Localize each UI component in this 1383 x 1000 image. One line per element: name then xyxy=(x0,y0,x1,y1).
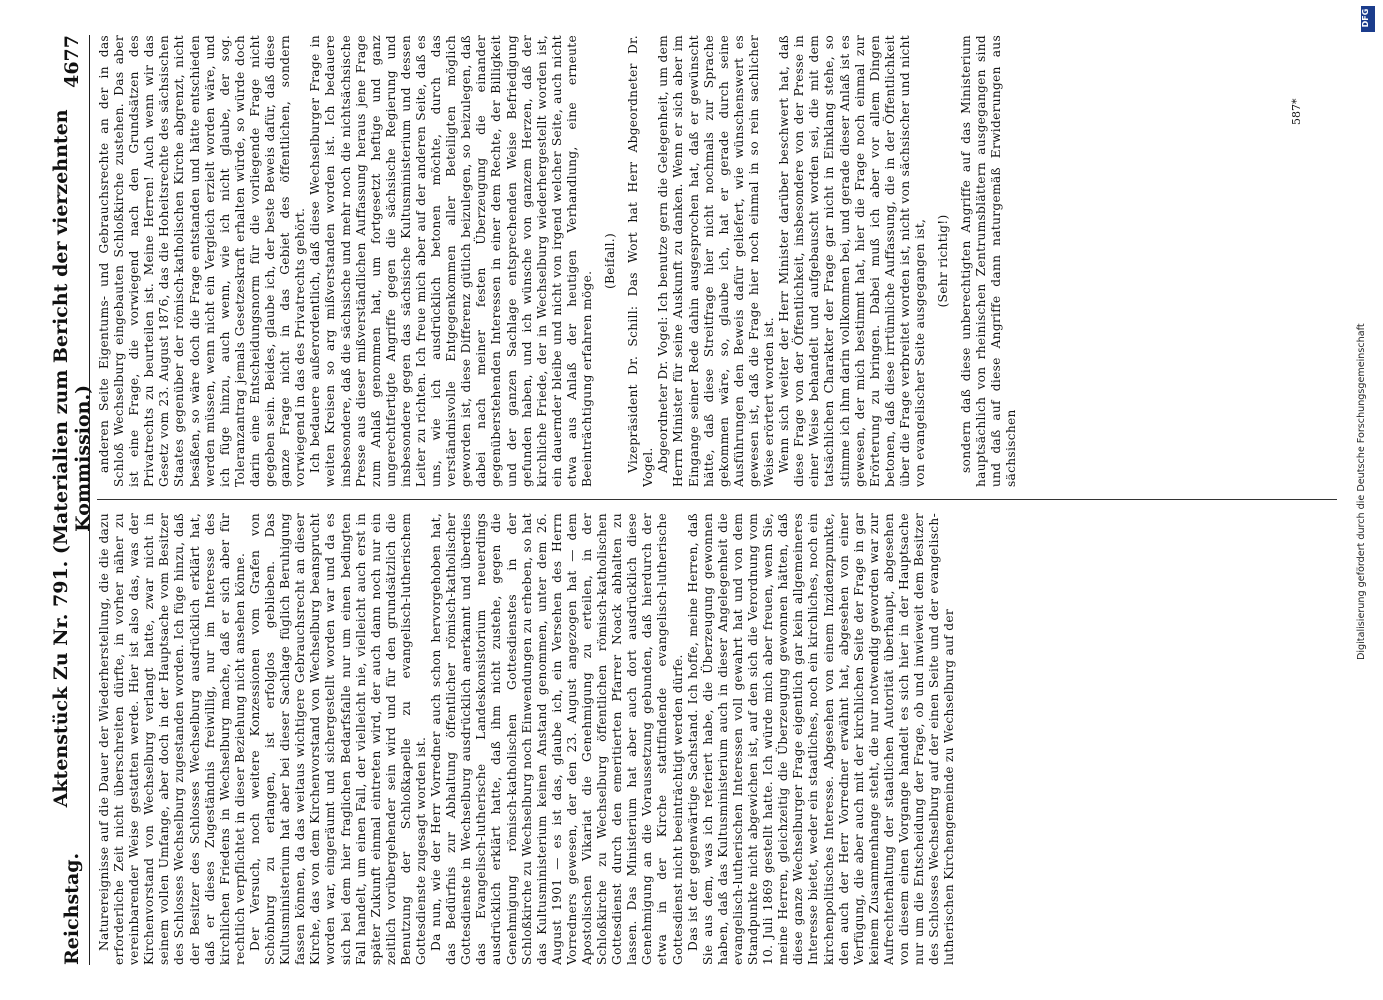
digitization-note xyxy=(1356,20,1374,660)
interjection: (Beifall.) xyxy=(603,232,618,290)
paragraph: sondern daß diese unberechtigten Angriffe auf das Ministerium hauptsächlich von rheinischen Zentrumsblättern ausgegangen sind und daß auf diese Angriffe dann naturgemäß Erwiderungen aus sächsischen xyxy=(959,35,1019,487)
paragraph: Da nun, wie der Herr Vorredner auch schon hervorgehoben hat, das Bedürfnis zur Abhaltung öffentlicher römisch-katholischer Gottesdienste in Wechselburg ausdrücklich anerkannt und überdies das Evangelisch-lutherische Landeskonsistorium neuerdings ausdrücklich erklärt hatte, daß ihm nicht zustehe, gegen die Genehmigung römisch-katholischen Gottesdienstes in der Schloßkirche zu Wechselburg noch Einwendungen zu erheben, so hat das Kultusministerium keinen Anstand genommen, unter dem 26. August 1901 — es ist das, glaube ich, ein Versehen des Herrn Vorredners gewesen, der den 23. August angezogen hat — dem Apostolischen Vikariat die Genehmigung zu erteilen, in der Schloßkirche zu Wechselburg öffentlichen römisch-katholischen Gottesdienst durch den emeritierten Pfarrer Noack abhalten zu lassen. Das Ministerium hat aber auch dort ausdrücklich diese Genehmigung an die Voraussetzung gebunden, daß hierdurch der etwa in der Kirche stattfindende evangelisch-lutherische Gottesdienst nicht beeinträchtigt werden dürfe. xyxy=(429,513,685,965)
running-header xyxy=(50,35,94,965)
paragraph: Das ist der gegenwärtige Sachstand. Ich hoffe, meine Herren, daß Sie aus dem, was ich referiert habe, die Überzeugung gewonnen haben, daß das Kultusministerium auch in dieser Angelegenheit die evangelisch-lutherischen Interessen voll gewahrt hat und von dem Standpunkte nicht abgewichen ist, auf den sich die Verordnung vom 10. Juli 1869 gestellt hatte. Ich würde mich aber freuen, wenn Sie, meine Herren, gleichzeitig die Überzeugung gewonnen hätten, daß diese ganze Wechselburger Frage eigentlich gar kein allgemeineres Interesse bietet, weder ein staatliches, noch ein kirchliches, noch ein kirchenpolitisches Interesse. Abgesehen von einem Inzidenzpunkte, den auch der Herr Vorredner erwähnt hat, abgesehen von einer Verfügung, die aber auch mit der kirchlichen Seite der Frage in gar keinem Zusammenhange steht, die nur notwendig geworden war zur Aufrechterhaltung der staatlichen Autorität überhaupt, abgesehen von diesem einen Vorgange handelt es sich hier in der Hauptsache nur um die Entscheidung der Frage, ob und inwieweit dem Besitzer des Schlosses Wechselburg auf der einen Seite und der evangelisch-lutherischen Kirchengemeinde zu Wechselburg auf der xyxy=(685,513,957,965)
paragraph: Der Versuch, noch weitere Konzessionen vom Grafen von Schönburg zu erlangen, ist erfolglos geblieben. Das Kultusministerium hat aber bei dieser Sachlage füglich Beruhigung fassen können, da das weitaus wichtigere Gebrauchsrecht an dieser Kirche, das von dem Kirchenvorstand von Wechselburg beansprucht worden war, eingeräumt und sichergestellt worden war und da es sich bei dem hier fraglichen Bedarfsfalle nur um einen bedingten Fall handelt, um einen Fall, der vielleicht nie, vielleicht auch erst in später Zukunft einmal eintreten wird, der auch dann noch nur ein zeitlich vorübergehender sein wird und für den grundsätzlich die Benutzung der Schloßkapelle zu evangelisch-lutherischem Gottesdienste zugesagt worden ist. xyxy=(247,513,428,965)
paragraph: Ich bedauere außerordentlich, daß diese Wechselburger Frage in weiten Kreisen so arg mißverstanden worden ist. Ich bedauere insbesondere, daß die sächsische und mehr noch die nichtsächsische Presse aus dieser mißverständlichen Auffassung heraus jene Frage zum Anlaß genommen hat, um fortgesetzt heftige und ganz ungerechtfertigte Angriffe gegen die sächsische Regierung und insbesondere gegen das sächsische Kultusministerium und dessen Leiter zu richten. Ich freue mich aber auf der anderen Seite, daß es uns, wie ich ausdrücklich betonen möchte, durch das verständnisvolle Entgegenkommen aller Beteiligten möglich geworden ist, diese Differenz gütlich beizulegen, so beizulegen, daß dabei nach meiner festen Überzeugung die einander gegenüberstehenden Interessen in einer dem Rechte, der Billigkeit und der ganzen Sachlage entsprechenden Weise Befriedigung gefunden haben, und ich wünsche von ganzem Herzen, daß der kirchliche Friede, der in Wechselburg wiederhergestellt worden ist, ein dauernder bleibe und nicht von irgend welcher Seite, auch nicht etwa aus Anlaß der heutigen Verhandlung, eine erneute Beeinträchtigung erfahren möge. xyxy=(308,35,594,487)
column-divider xyxy=(97,499,1337,500)
signature-mark: 587* xyxy=(1290,98,1303,125)
paragraph: anderen Seite Eigentums- und Gebrauchsrechte an der in das Schloß Wechselburg eingebauten Schloßkirche zustehen. Das aber ist eine Frage, die vorwiegend nach den Grundsätzen des Privatrechts zu beurteilen ist. Meine Herren! Auch wenn wir das Gesetz vom 23. August 1876, das die Hoheitsrechte des sächsischen Staates gegenüber der römisch-katholischen Kirche abgrenzt, nicht besäßen, so wäre doch die Frage entstanden und hätte entschieden werden müssen, wenn nicht ein Vergleich erzielt worden wäre, und ich füge hinzu, auch wenn, wie ich nicht glaube, der sog. Toleranzantrag jemals Gesetzeskraft erhalten würde, so würde doch darin eine Entscheidungsnorm für die vorliegende Frage nicht gegeben sein. Beides, glaube ich, der beste Beweis dafür, daß diese ganze Frage nicht in das Gebiet des öffentlichen, sondern vorwiegend in das des Privatrechts gehört. xyxy=(97,35,308,487)
left-column xyxy=(97,513,1342,965)
header-title: Aktenstück Zu Nr. 791. (Materialien zum Bericht der vierzehnten Kommission.) xyxy=(50,109,94,808)
paragraph: Naturereignisse auf die Dauer der Wiederherstellung, die die dazu erforderliche Zeit nicht überschreiten dürfte, in vorher näher zu vereinbarender Weise gestatten werde. Hier ist also das, was der Kirchenvorstand von Wechselburg verlangt hatte, zwar nicht in seinem vollen Umfange, aber doch in der Hauptsache vom Besitzer des Schlosses Wechselburg zugestanden worden. Ich füge hinzu, daß der Besitzer des Schlosses Wechselburg ausdrücklich erklärt hat, daß er dieses Zugeständnis freiwillig, nur im Interesse des kirchlichen Friedens in Wechselburg mache, daß er sich aber für rechtlich verpflichtet in dieser Beziehung nicht ansehen könne. xyxy=(97,513,247,965)
interjection: (Sehr richtig!) xyxy=(936,214,951,308)
right-column xyxy=(97,35,1342,487)
header-left: Reichstag. xyxy=(61,852,83,965)
speaker-paragraph: Abgeordneter Dr. Vogel: Ich benutze gern die Gelegenheit, um dem Herrn Minister für seine Auskunft zu danken. Wenn er sich aber im Eingange seiner Rede dahin ausgesprochen hat, daß er gewünscht hätte, daß diese Streitfrage hier nicht nochmals zur Sprache gekommen wäre, so, glaube ich, hat er gerade durch seine Ausführungen den Beweis dafür geliefert, wie wünschenswert es gewesen ist, daß die Frage hier noch einmal in so rein sachlicher Weise erörtert worden ist. xyxy=(656,35,777,487)
speaker-paragraph: Vizepräsident Dr. Schill: Das Wort hat Herr Abgeordneter Dr. Vogel. xyxy=(626,35,656,487)
digitization-note-text: Digitalisierung gefördert durch die Deutsche Forschungsgemeinschaft xyxy=(1356,323,1367,660)
dfg-logo: DFG xyxy=(1361,6,1375,32)
page-number: 4677 xyxy=(61,35,83,88)
rotated-page-content xyxy=(50,35,1345,965)
paragraph: Wenn sich weiter der Herr Minister darüber beschwert hat, daß diese Frage von der Öffentlichkeit, insbesondere von der Presse in einer Weise behandelt und aufgebauscht worden sei, die mit dem tatsächlichen Charakter der Frage gar nicht in Einklang stehe, so stimme ich ihm darin vollkommen bei, und gerade dieser Anlaß ist es gewesen, der mich bestimmt hat, hier die Frage noch einmal zur Erörterung zu bringen. Dabei muß ich aber vor allem Dingen betonen, daß diese irrtümliche Auffassung, die in der Öffentlichkeit über die Frage verbreitet worden ist, nicht von sächsischer und nicht von evangelischer Seite ausgegangen ist, xyxy=(777,35,927,487)
